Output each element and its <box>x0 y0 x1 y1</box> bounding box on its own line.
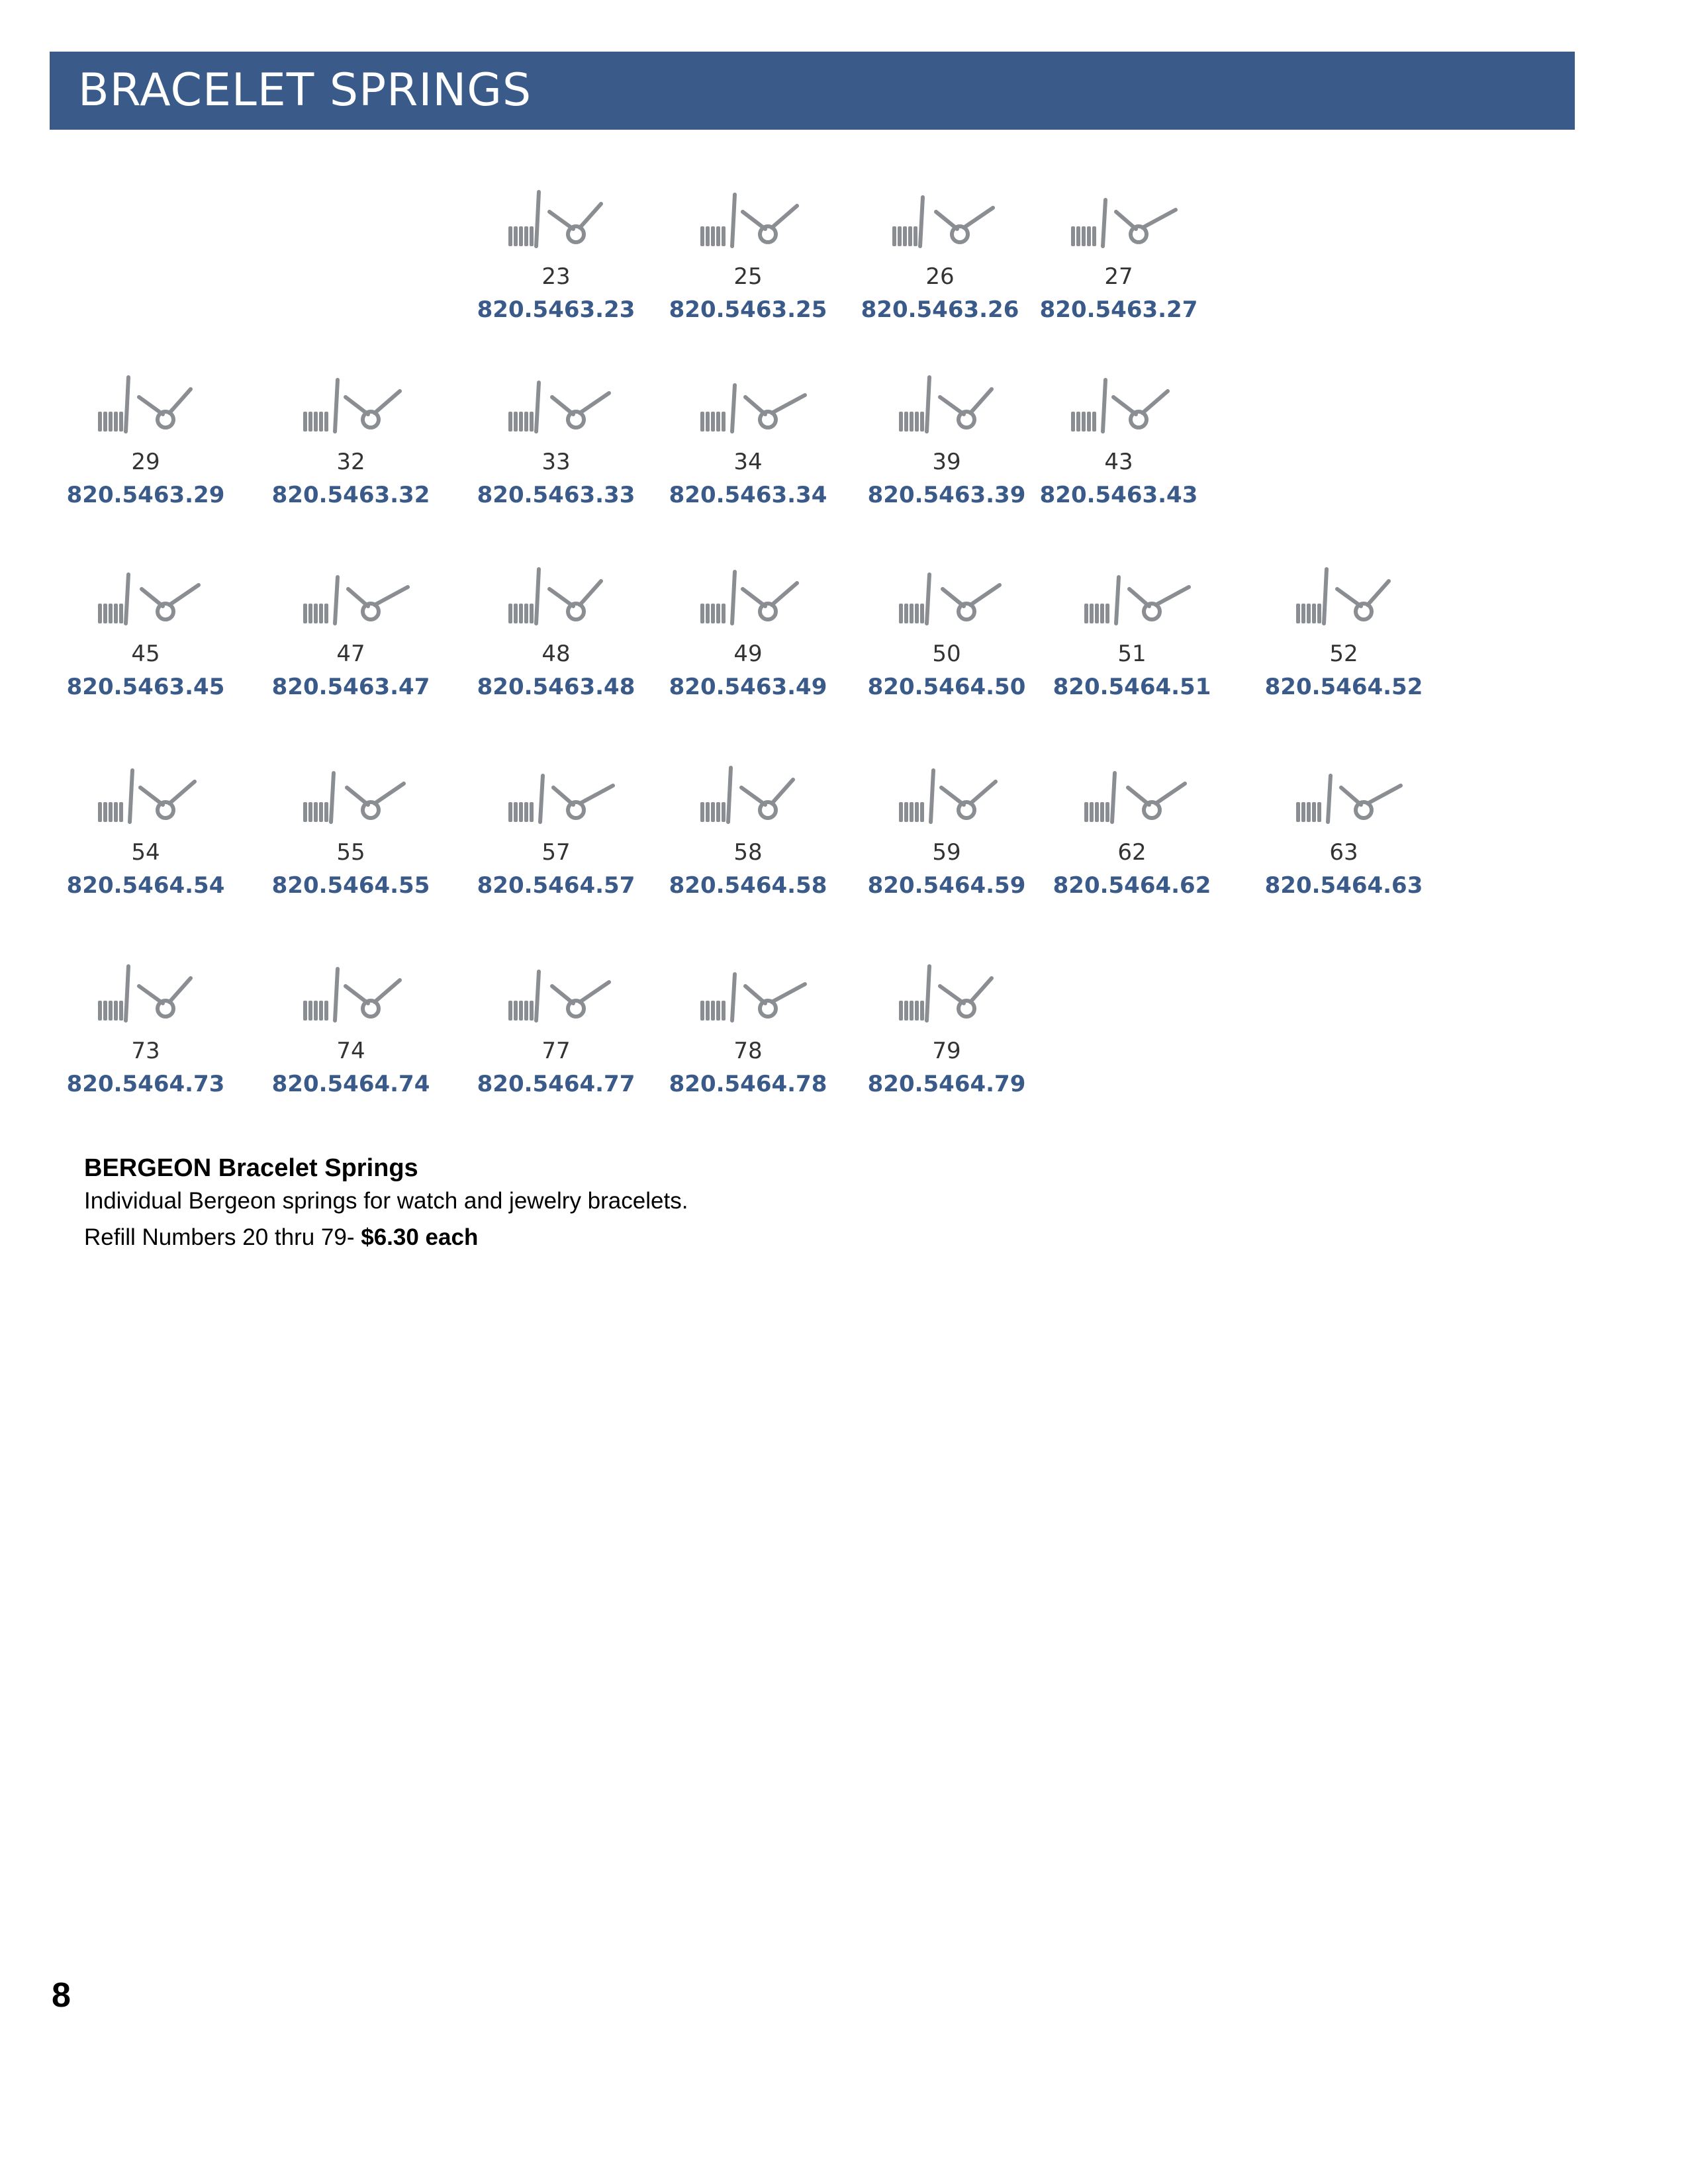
spring-part-code: 820.5464.58 <box>669 872 827 899</box>
spring-item <box>861 761 1033 960</box>
spring-part-code: 820.5463.33 <box>477 482 635 508</box>
spring-part-code: 820.5463.25 <box>669 296 827 323</box>
spring-item <box>470 761 642 960</box>
spring-part-code: 820.5464.59 <box>867 872 1026 899</box>
spring-number: 73 <box>131 1038 160 1064</box>
spring-part-code: 820.5464.77 <box>477 1071 635 1097</box>
spring-number: 27 <box>1104 263 1133 290</box>
spring-item <box>1258 563 1430 761</box>
spring-number: 33 <box>541 449 571 475</box>
spring-part-code: 820.5464.51 <box>1053 674 1211 700</box>
spring-item <box>662 960 834 1158</box>
header-bar <box>50 52 1575 130</box>
spring-number: 52 <box>1329 641 1358 667</box>
spring-part-code: 820.5463.43 <box>1039 482 1198 508</box>
spring-number: 43 <box>1104 449 1133 475</box>
spring-number: 39 <box>932 449 961 475</box>
spring-number: 55 <box>336 839 365 866</box>
spring-part-code: 820.5464.50 <box>867 674 1026 700</box>
spring-part-code: 820.5464.78 <box>669 1071 827 1097</box>
spring-part-code: 820.5463.48 <box>477 674 635 700</box>
spring-part-code: 820.5464.55 <box>271 872 430 899</box>
refill-price: $6.30 each <box>361 1224 479 1250</box>
spring-item <box>60 563 232 761</box>
spring-number: 25 <box>733 263 763 290</box>
spring-item <box>861 563 1033 761</box>
spring-part-code: 820.5464.74 <box>271 1071 430 1097</box>
spring-part-code: 820.5464.57 <box>477 872 635 899</box>
product-description <box>84 1152 1143 1257</box>
spring-item <box>60 960 232 1158</box>
spring-number: 34 <box>733 449 763 475</box>
spring-item <box>265 371 437 569</box>
spring-part-code: 820.5463.47 <box>271 674 430 700</box>
spring-item <box>1046 761 1218 960</box>
spring-item <box>470 960 642 1158</box>
spring-number: 77 <box>541 1038 571 1064</box>
spring-item <box>470 185 642 384</box>
spring-part-code: 820.5463.34 <box>669 482 827 508</box>
spring-number: 58 <box>733 839 763 866</box>
spring-number: 59 <box>932 839 961 866</box>
spring-number: 29 <box>131 449 160 475</box>
page-title: BRACELET SPRINGS <box>78 64 532 116</box>
spring-item <box>60 371 232 569</box>
spring-item <box>265 960 437 1158</box>
spring-item <box>470 371 642 569</box>
spring-part-code: 820.5464.62 <box>1053 872 1211 899</box>
spring-number: 32 <box>336 449 365 475</box>
spring-part-code: 820.5463.26 <box>861 296 1019 323</box>
description-title: BERGEON Bracelet Springs <box>84 1154 418 1182</box>
spring-part-code: 820.5464.52 <box>1264 674 1423 700</box>
spring-part-code: 820.5463.27 <box>1039 296 1198 323</box>
spring-number: 45 <box>131 641 160 667</box>
spring-item <box>662 563 834 761</box>
spring-number: 50 <box>932 641 961 667</box>
spring-item <box>662 371 834 569</box>
spring-item <box>1046 563 1218 761</box>
spring-item <box>60 761 232 960</box>
description-text: Individual Bergeon springs for watch and jewelry bracelets. <box>84 1188 688 1214</box>
spring-item <box>1033 371 1205 569</box>
page-number: 8 <box>52 1976 71 2015</box>
spring-number: 49 <box>733 641 763 667</box>
spring-number: 63 <box>1329 839 1358 866</box>
spring-part-code: 820.5464.73 <box>66 1071 225 1097</box>
spring-number: 26 <box>925 263 955 290</box>
spring-item <box>662 761 834 960</box>
spring-number: 48 <box>541 641 571 667</box>
spring-item <box>861 371 1033 569</box>
refill-price-line <box>84 1218 1143 1257</box>
spring-part-code: 820.5464.79 <box>867 1071 1026 1097</box>
spring-item <box>470 563 642 761</box>
spring-number: 57 <box>541 839 571 866</box>
spring-number: 74 <box>336 1038 365 1064</box>
spring-number: 78 <box>733 1038 763 1064</box>
spring-item <box>265 563 437 761</box>
spring-part-code: 820.5463.45 <box>66 674 225 700</box>
spring-part-code: 820.5463.49 <box>669 674 827 700</box>
spring-part-code: 820.5463.29 <box>66 482 225 508</box>
spring-item <box>265 761 437 960</box>
spring-number: 47 <box>336 641 365 667</box>
spring-part-code: 820.5463.23 <box>477 296 635 323</box>
spring-part-code: 820.5464.63 <box>1264 872 1423 899</box>
spring-item <box>662 185 834 384</box>
spring-number: 51 <box>1117 641 1147 667</box>
spring-part-code: 820.5463.32 <box>271 482 430 508</box>
spring-part-code: 820.5464.54 <box>66 872 225 899</box>
spring-part-code: 820.5463.39 <box>867 482 1026 508</box>
spring-number: 54 <box>131 839 160 866</box>
spring-item <box>861 960 1033 1158</box>
spring-number: 79 <box>932 1038 961 1064</box>
refill-label: Refill Numbers 20 thru 79- <box>84 1224 361 1250</box>
spring-number: 23 <box>541 263 571 290</box>
spring-item <box>1258 761 1430 960</box>
spring-number: 62 <box>1117 839 1147 866</box>
spring-item <box>854 185 1026 384</box>
spring-item <box>1033 185 1205 384</box>
